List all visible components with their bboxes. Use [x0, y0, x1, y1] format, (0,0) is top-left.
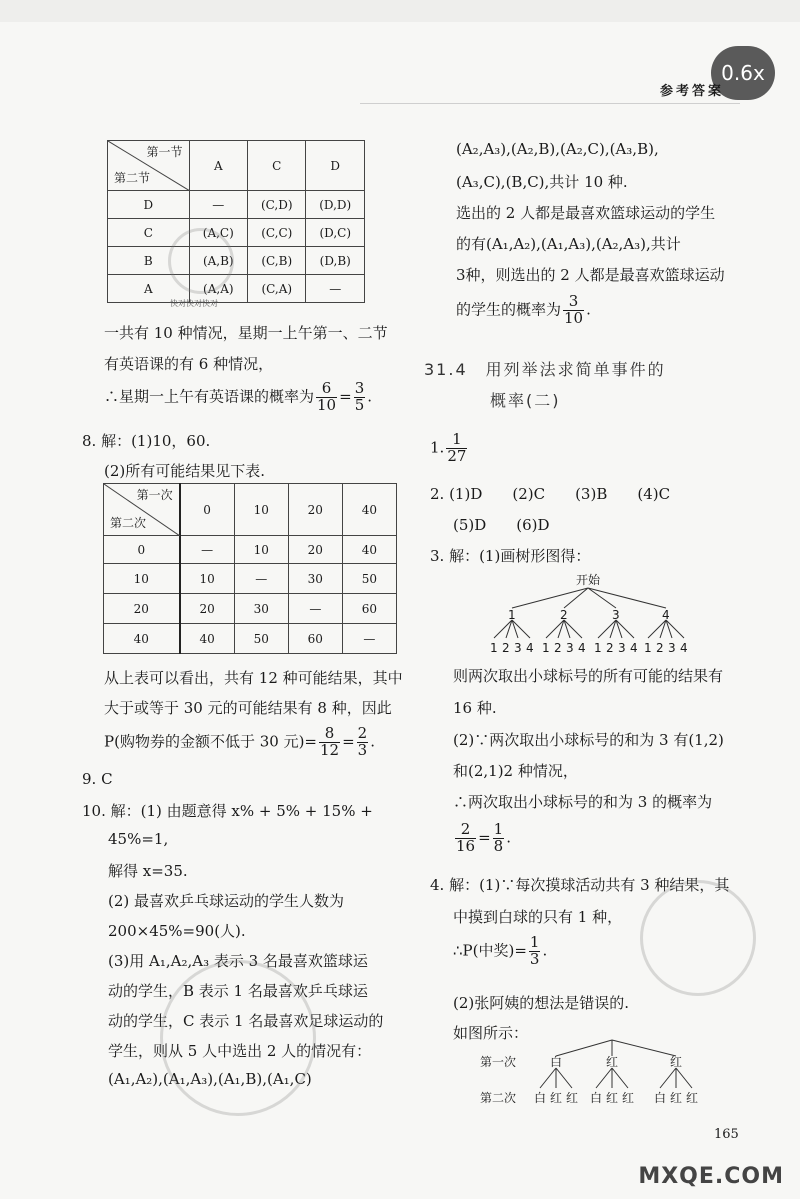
table2-row-header: 10 — [104, 564, 180, 594]
section-subtitle: 概率(二) — [490, 391, 561, 410]
text-line: 的有(A₁,A₂),(A₁,A₃),(A₂,A₃),共计 — [456, 235, 681, 253]
tree-leaf: 3 — [668, 641, 676, 655]
zoom-level-badge[interactable]: 0.6x — [711, 46, 775, 100]
period: . — [506, 828, 511, 847]
text-line: 45%=1, — [108, 830, 169, 848]
table1-row-header: D — [108, 191, 190, 219]
table2-cell: — — [288, 594, 342, 624]
tree-leaf: 2 — [656, 641, 664, 655]
text-line: (2)所有可能结果见下表. — [104, 462, 266, 480]
table1-row-header: B — [108, 247, 190, 275]
stamp-caption: 快对快对快对 — [170, 299, 218, 308]
table2-cell: 30 — [288, 564, 342, 594]
numerator: 3 — [354, 379, 365, 397]
tree-root-label: 开始 — [576, 573, 601, 587]
tree-leaf: 2 — [502, 641, 510, 655]
fraction — [357, 726, 369, 759]
table2-cell: 20 — [180, 594, 235, 624]
numerator: 6 — [316, 381, 337, 398]
table2-col-header: 20 — [288, 484, 342, 536]
text-line: 8. 解：(1)10，60. — [82, 432, 211, 450]
text-line: 大于或等于 30 元的可能结果有 8 种，因此 — [104, 699, 392, 717]
text-line: (A₃,C),(B,C),共计 10 种. — [456, 173, 628, 191]
tree-diagram-2 — [470, 1036, 710, 1116]
text-line: 3种，则选出的 2 人都是最喜欢篮球运动 — [456, 266, 725, 284]
denominator: 3 — [529, 949, 540, 968]
table2-row-header: 40 — [104, 624, 180, 654]
equals: = — [342, 732, 355, 751]
table1-col-header: C — [248, 141, 306, 191]
table2-row-header: 0 — [104, 536, 180, 564]
text-line: (A₂,A₃),(A₂,B),(A₂,C),(A₃,B), — [456, 140, 659, 158]
table-row — [108, 275, 365, 303]
text-line: 4. 解：(1)∵每次摸球活动共有 3 种结果，其 — [430, 876, 730, 894]
tree-leaf: 红 — [550, 1091, 563, 1105]
corner-top-label: 第一节 — [146, 145, 183, 159]
period: . — [367, 387, 373, 406]
tree-leaf: 1 — [490, 641, 498, 655]
text-line: 9. C — [82, 770, 113, 788]
text-line: (2) 最喜欢乒乓球运动的学生人数为 — [108, 892, 345, 910]
tree-leaf: 1 — [542, 641, 550, 655]
table-row — [108, 219, 365, 247]
running-header: 参考答案 — [660, 84, 725, 99]
top-band — [0, 0, 800, 22]
fraction — [446, 432, 467, 465]
text-line: (A₁,A₂),(A₁,A₃),(A₁,B),(A₁,C) — [108, 1070, 312, 1088]
table2-col-header: 0 — [180, 484, 235, 536]
table2-cell: — — [342, 624, 396, 654]
denominator: 3 — [357, 740, 368, 759]
table-row — [104, 564, 397, 594]
tree-node: 红 — [670, 1055, 683, 1069]
table1-cell: — — [306, 275, 365, 303]
table1-cell: (C,A) — [248, 275, 306, 303]
numerator: 2 — [455, 822, 476, 839]
period: . — [542, 941, 548, 960]
fraction — [563, 294, 584, 327]
denominator: 5 — [354, 395, 365, 414]
text-line: 动的学生，C 表示 1 名最喜欢足球运动的 — [108, 1012, 384, 1030]
table2-corner-cell — [104, 484, 180, 536]
table2-cell: 60 — [288, 624, 342, 654]
text: 的学生的概率为 — [456, 300, 562, 319]
equals: = — [478, 828, 491, 847]
table1-cell: (C,C) — [248, 219, 306, 247]
period: . — [370, 732, 375, 751]
tree-leaf: 4 — [630, 641, 638, 655]
text-line: 选出的 2 人都是最喜欢篮球运动的学生 — [456, 204, 716, 222]
text-line: 10. 解：(1) 由题意得 x% + 5% + 15% + — [82, 802, 373, 820]
fraction — [316, 381, 337, 414]
text-line: ∴两次取出小球标号的和为 3 的概率为 — [453, 793, 713, 811]
table2-cell: 30 — [234, 594, 288, 624]
table-row — [104, 624, 397, 654]
tree-node: 4 — [662, 608, 670, 622]
table2-cell: 50 — [342, 564, 396, 594]
stamp-watermark — [168, 228, 234, 294]
tree-leaf: 4 — [526, 641, 534, 655]
denominator: 10 — [564, 308, 584, 327]
tree-leaf: 2 — [554, 641, 562, 655]
class-schedule-table — [107, 140, 365, 303]
tree-level-label: 第二次 — [480, 1091, 517, 1105]
fraction — [319, 726, 340, 759]
denominator: 16 — [456, 836, 476, 855]
tree-level-label: 第一次 — [480, 1055, 517, 1069]
table2-cell: 10 — [234, 536, 288, 564]
text-line-with-fraction — [104, 726, 375, 759]
numerator: 2 — [357, 724, 368, 742]
equals: = — [339, 387, 352, 406]
site-watermark: MXQE.COM — [638, 1164, 784, 1189]
text-line: 2. (1)D (2)C (3)B (4)C — [430, 485, 671, 503]
table2-col-header: 40 — [342, 484, 396, 536]
voucher-amount-table — [103, 483, 397, 654]
fraction — [529, 935, 541, 968]
text-line: 如图所示： — [453, 1024, 529, 1042]
text-line-with-fraction — [104, 381, 372, 414]
numerator: 1 — [493, 820, 504, 838]
tree-leaf: 4 — [578, 641, 586, 655]
text: P(购物券的金额不低于 30 元)= — [104, 732, 317, 751]
table1-col-header: D — [306, 141, 365, 191]
text-line: 解得 x=35. — [108, 862, 188, 880]
fraction — [455, 822, 476, 855]
text-line: (3)用 A₁,A₂,A₃ 表示 3 名最喜欢篮球运 — [108, 952, 368, 970]
table2-cell: 50 — [234, 624, 288, 654]
tree-leaf: 红 — [670, 1091, 683, 1105]
tree-leaves — [534, 1091, 698, 1105]
stamp-watermark — [160, 960, 316, 1116]
stamp-watermark — [640, 880, 756, 996]
table2-cell: — — [234, 564, 288, 594]
denominator: 8 — [493, 836, 504, 855]
text-line: 200×45%=90(人). — [108, 922, 246, 940]
tree-leaf: 红 — [686, 1091, 699, 1105]
fraction — [354, 381, 366, 414]
text-line: 有英语课的有 6 种情况， — [104, 355, 274, 373]
text-line: 一共有 10 种情况，星期一上午第一、二节 — [104, 324, 388, 342]
denominator: 10 — [317, 395, 337, 414]
tree-branches — [494, 588, 684, 638]
table1-corner-cell — [108, 141, 190, 191]
numerator: 1 — [446, 432, 467, 449]
text-line: (5)D (6)D — [453, 516, 550, 534]
tree-leaf: 红 — [606, 1091, 619, 1105]
text: 1. — [430, 438, 445, 457]
text-line: 和(2,1)2 种情况， — [453, 762, 578, 780]
numerator: 1 — [529, 933, 540, 951]
text-line: 则两次取出小球标号的所有可能的结果有 — [453, 667, 724, 685]
fraction — [493, 822, 505, 855]
tree-node: 红 — [606, 1055, 619, 1069]
tree-node: 2 — [560, 608, 568, 622]
table2-cell: 60 — [342, 594, 396, 624]
table-row — [104, 536, 397, 564]
tree-leaf: 1 — [594, 641, 602, 655]
text-line-with-fraction — [453, 822, 511, 855]
tree-leaf: 3 — [566, 641, 574, 655]
numerator: 3 — [563, 294, 584, 311]
page-number: 165 — [714, 1127, 739, 1142]
table1-row-header: A — [108, 275, 190, 303]
corner-bottom-label: 第二节 — [114, 171, 151, 185]
tree-node: 白 — [550, 1055, 563, 1069]
text-line-with-fraction — [453, 935, 547, 968]
text-line-with-fraction — [456, 294, 591, 327]
text-line-with-fraction — [430, 432, 469, 465]
tree-leaf: 2 — [606, 641, 614, 655]
table-row — [108, 191, 365, 219]
denominator: 12 — [320, 740, 340, 759]
text-line: 3. 解：(1)画树形图得： — [430, 547, 591, 565]
tree-leaf: 白 — [534, 1091, 547, 1105]
table1-cell: (D,D) — [306, 191, 365, 219]
text: ∴P(中奖)= — [453, 941, 527, 960]
text-line: 动的学生，B 表示 1 名最喜欢乒乓球运 — [108, 982, 368, 1000]
denominator: 27 — [447, 446, 467, 465]
table1-cell: (D,B) — [306, 247, 365, 275]
table-row — [104, 594, 397, 624]
table1-cell: (A,B) — [189, 247, 247, 275]
text-line: (2)∵两次取出小球标号的和为 3 有(1,2) — [453, 731, 724, 749]
text-line: 16 种. — [453, 699, 497, 717]
corner-top-label: 第一次 — [136, 488, 173, 502]
table1-col-header: A — [189, 141, 247, 191]
table2-cell: 40 — [342, 536, 396, 564]
table1-cell: (C,D) — [248, 191, 306, 219]
numerator: 8 — [319, 726, 340, 743]
text-line: 从上表可以看出，共有 12 种可能结果，其中 — [104, 669, 403, 687]
tree-node: 1 — [508, 608, 516, 622]
text-line: 学生，则从 5 人中选出 2 人的情况有： — [108, 1042, 372, 1060]
tree-diagram-1 — [480, 570, 700, 660]
text: ∴星期一上午有英语课的概率为 — [104, 387, 315, 406]
tree-leaf: 红 — [566, 1091, 579, 1105]
table1-cell: (A,C) — [189, 219, 247, 247]
section-title: 31.4 用列举法求简单事件的 — [424, 360, 666, 379]
table1-cell: (C,B) — [248, 247, 306, 275]
table2-col-header: 10 — [234, 484, 288, 536]
period: . — [586, 300, 591, 319]
tree-leaf: 3 — [618, 641, 626, 655]
text-line: 中摸到白球的只有 1 种， — [453, 908, 623, 926]
table2-row-header: 20 — [104, 594, 180, 624]
tree-node: 3 — [612, 608, 620, 622]
header-rule — [360, 103, 740, 104]
table2-cell: 20 — [288, 536, 342, 564]
table2-cell: — — [180, 536, 235, 564]
text-line: (2)张阿姨的想法是错误的. — [453, 994, 630, 1012]
table2-cell: 40 — [180, 624, 235, 654]
tree-leaf: 1 — [644, 641, 652, 655]
tree-leaves — [490, 641, 688, 655]
tree-leaf: 3 — [514, 641, 522, 655]
table1-cell: (D,C) — [306, 219, 365, 247]
table1-row-header: C — [108, 219, 190, 247]
table2-cell: 10 — [180, 564, 235, 594]
tree-leaf: 红 — [622, 1091, 635, 1105]
table1-cell: (A,A) — [189, 275, 247, 303]
tree-leaf: 白 — [590, 1091, 603, 1105]
corner-bottom-label: 第二次 — [110, 516, 147, 530]
tree-leaf: 白 — [654, 1091, 667, 1105]
table-row — [108, 247, 365, 275]
tree-leaf: 4 — [680, 641, 688, 655]
table1-cell: — — [189, 191, 247, 219]
